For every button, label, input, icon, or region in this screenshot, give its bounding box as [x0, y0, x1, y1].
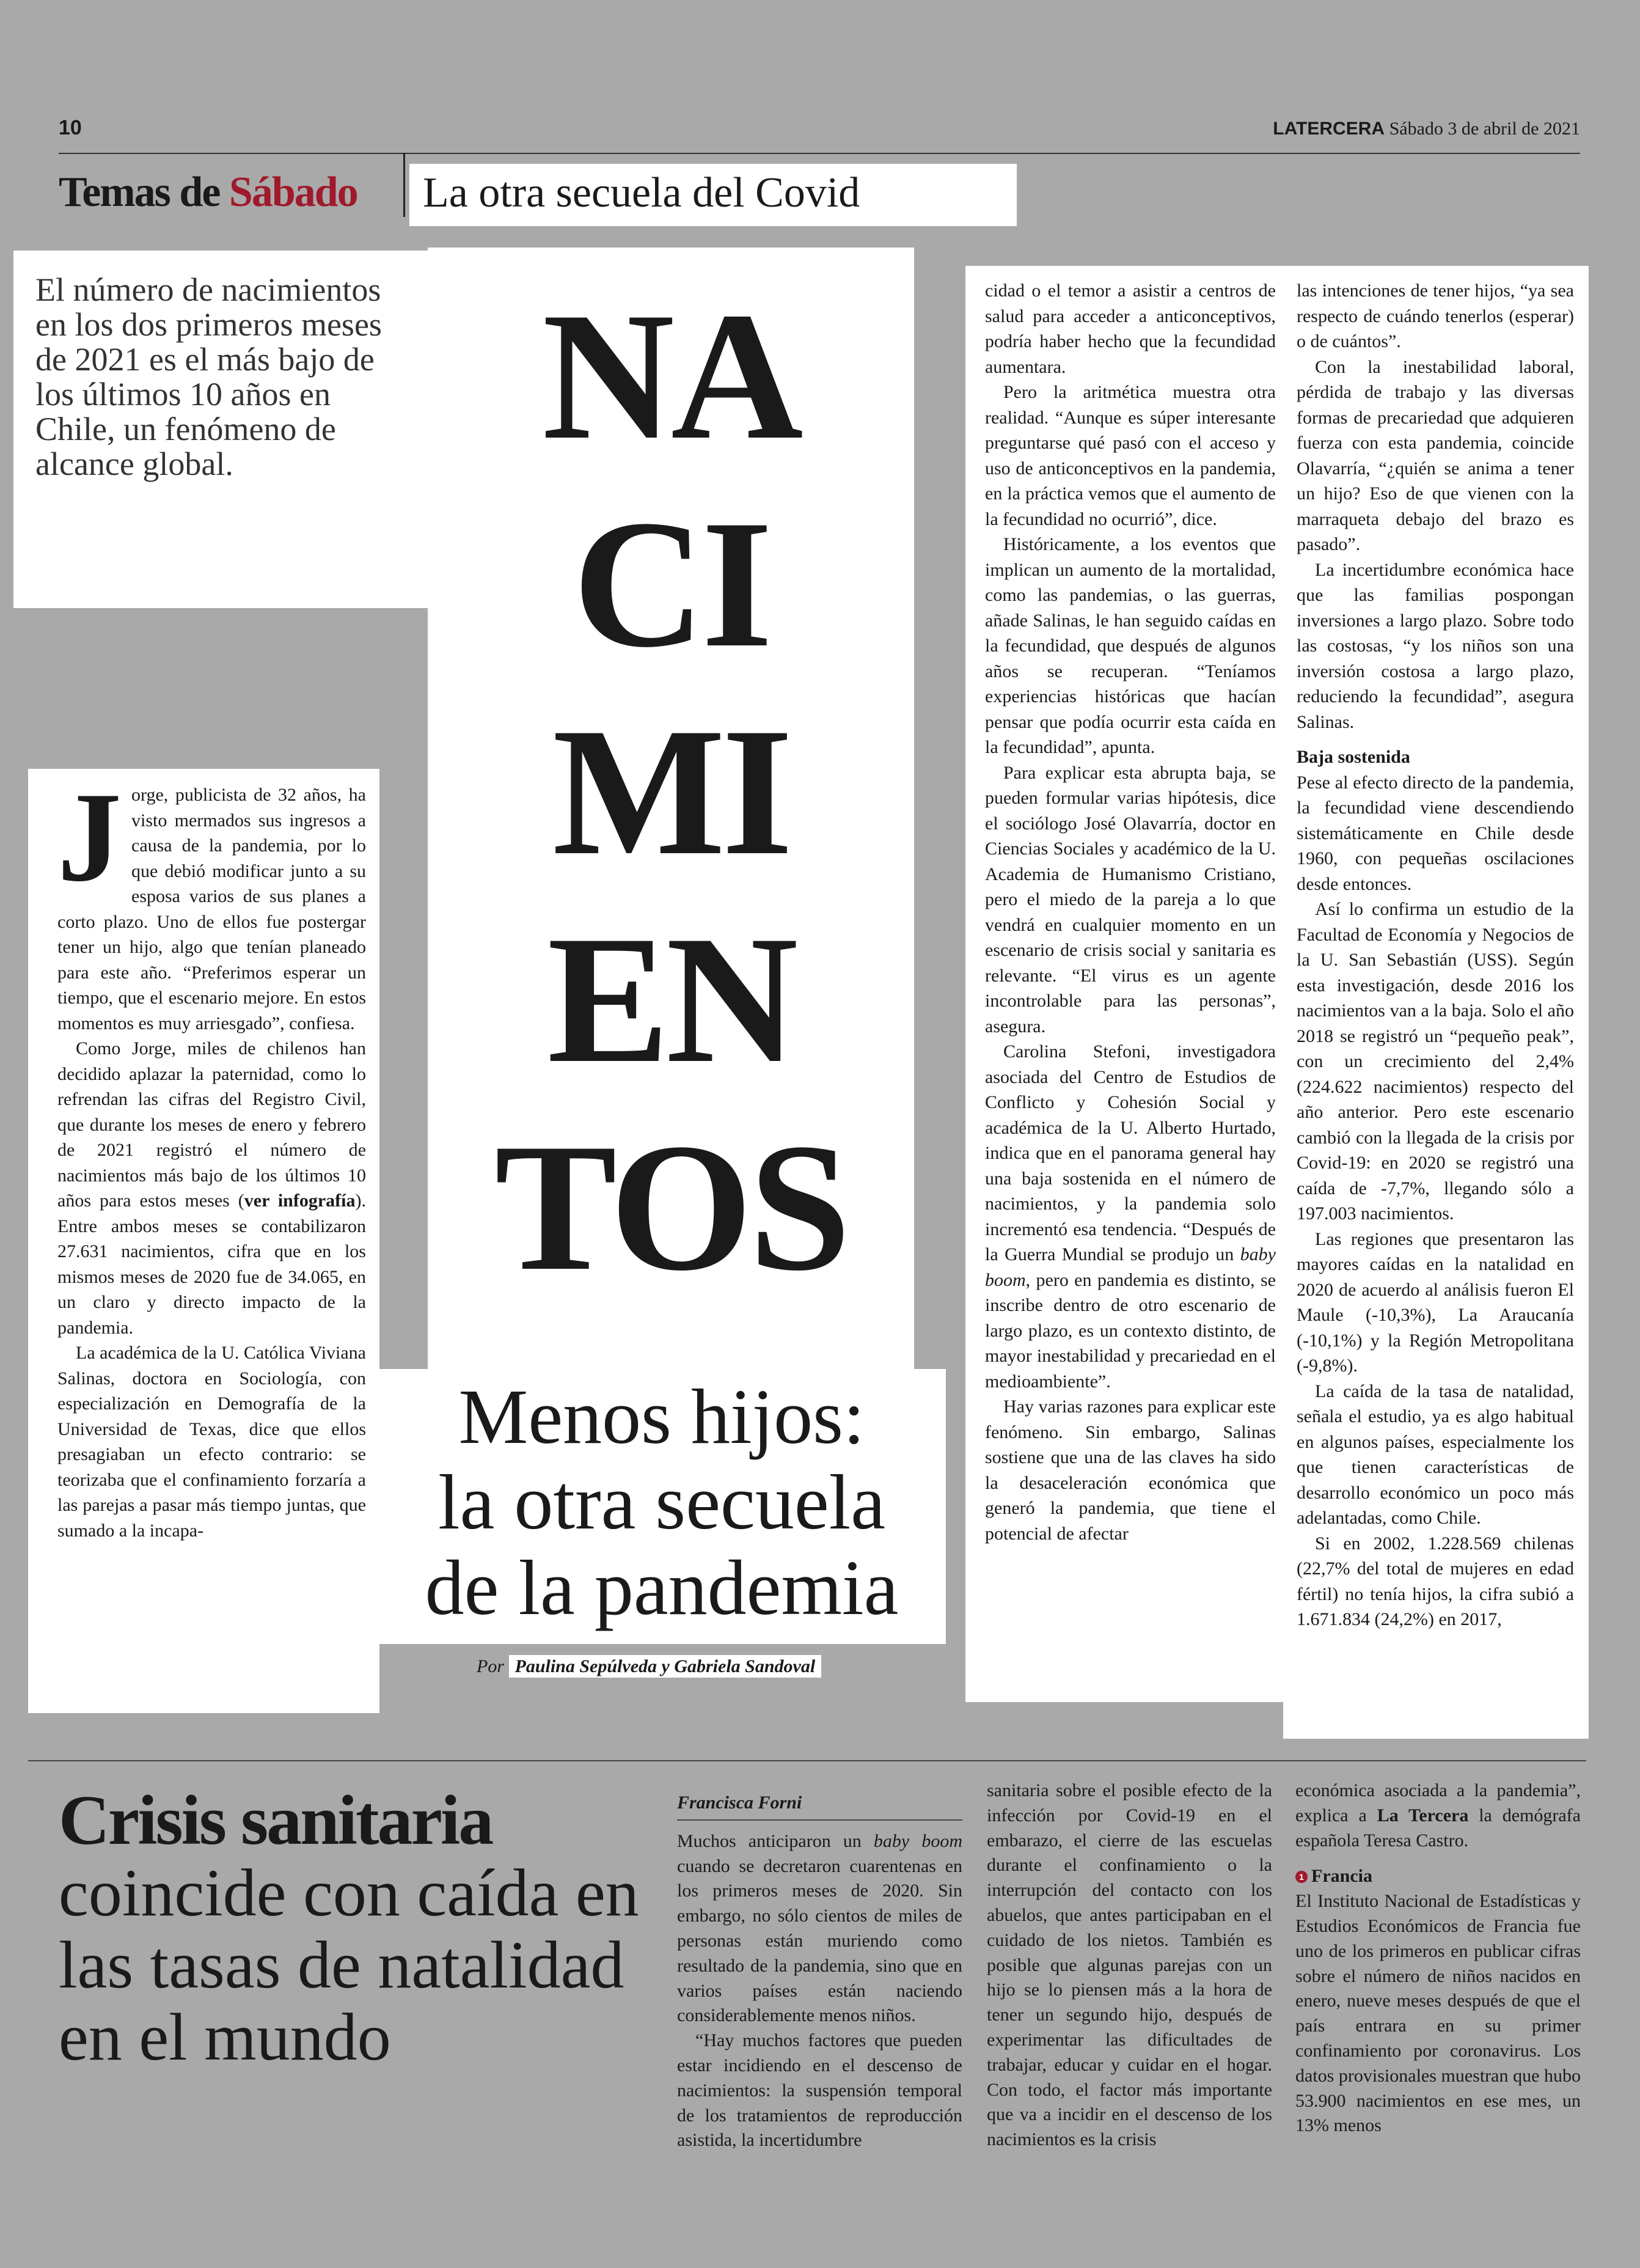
paragraph: cidad o el temor a asistir a centros de salud para acceder a anticonceptivos, podría haber hecho que la fecundidad aumentara.	[985, 281, 1276, 377]
deck-box	[13, 251, 429, 608]
headline-box	[378, 1369, 946, 1644]
paragraph: Si en 2002, 1.228.569 chilenas (22,7% del total de mujeres en edad fértil) no tenía hijos, la cifra subió a 1.671.834 (24,2%) en 2017,	[1297, 1533, 1574, 1629]
story2-headline-rest: coincide con caída en las tasas de natalidad en el mundo	[59, 1855, 639, 2074]
headline-line: Menos hijos:	[458, 1373, 865, 1460]
deck-text: El número de nacimientos en los dos primeros meses de 2021 es el más bajo de los últimos 10 años en Chile, un fenómeno de alcance global.	[35, 271, 382, 482]
number-badge: 1	[1295, 1871, 1308, 1883]
section-divider	[403, 153, 405, 217]
story-divider	[28, 1760, 1586, 1761]
dateline	[1273, 119, 1580, 139]
paragraph: Para explicar esta abrupta baja, se pueden formular varias hipótesis, dice el sociólogo José Olavarría, doctor en Ciencias Sociales y académico de la U. Academia de Humanismo Cristiano, pero el miedo de la pareja a lo que vendrá en cualquier momento en un escenario de crisis social y sanitaria es relevante. “El virus es un agente incontrolable para las personas”, asegura.	[985, 762, 1276, 1037]
paragraph: las intenciones de tener hijos, “ya sea respecto de cuándo tenerlos (esperar) o de cuántos”.	[1297, 281, 1574, 351]
page-number: 10	[59, 116, 82, 139]
article-column-3	[1283, 266, 1589, 1739]
byline-prefix: Por	[477, 1656, 504, 1676]
kicker-box	[409, 164, 1017, 226]
paragraph: Con la inestabilidad laboral, pérdida de trabajo y las diversas formas de precariedad que adquieren fuerza con esta pandemia, coincide Olavarría, “¿quién se anima a tener un hijo? Eso de que vienen con la marraqueta debajo del brazo es pasado”.	[1297, 356, 1574, 554]
big-word-line: EN	[547, 898, 795, 1101]
byline-authors: Paulina Sepúlveda y Gabriela Sandoval	[509, 1655, 822, 1678]
story2-column-3	[1295, 1778, 1581, 2138]
story2-column-2	[987, 1778, 1272, 2152]
section-title-a: Temas de	[59, 169, 220, 216]
article-column-2	[965, 266, 1290, 1702]
paragraph: Como Jorge, miles de chilenos han decidido aplazar la paternidad, como lo refrendan las cifras del Registro Civil, que durante los meses de enero y febrero de 2021 registró el número de nacimientos más bajo de los últimos 10 años para estos meses (ver infografía). Entre ambos meses se contabilizaron 27.631 nacimientos, cifra que en los mismos meses de 2020 fue de 34.065, en un claro y directo impacto de la pandemia.	[57, 1038, 366, 1338]
big-word-line: TOS	[494, 1106, 847, 1308]
byline	[477, 1656, 821, 1677]
paragraph: orge, publicista de 32 años, ha visto mermados sus ingresos a causa de la pandemia, por lo que debió modificar junto a su esposa varios de sus planes a corto plazo. Uno de ellos fue postergar tener un hijo, algo que tenían planeado para este año. “Preferimos esperar un tiempo, que el escenario mejore. En estos momentos es muy arriesgado”, confiesa.	[57, 785, 366, 1033]
subhead: Baja sostenida	[1297, 747, 1410, 767]
section-title-b: Sábado	[229, 169, 357, 216]
paragraph: económica asociada a la pandemia”, explica a La Tercera la demógrafa española Teresa Castro.	[1295, 1780, 1581, 1851]
paragraph: La caída de la tasa de natalidad, señala el estudio, ya es algo habitual en algunos países, especialmente los que tienen características de desarrollo económico un poco más adelantadas, como Chile.	[1297, 1381, 1574, 1528]
kicker-text: La otra secuela del Covid	[423, 169, 860, 216]
infographic-link[interactable]: ver infografía	[244, 1191, 356, 1211]
big-word-box	[428, 248, 914, 1384]
story2-author: Francisca Forni	[677, 1791, 962, 1821]
section-title	[59, 168, 357, 217]
headline-line: de la pandemia	[425, 1544, 899, 1631]
page-header	[59, 116, 1580, 154]
paragraph: “Hay muchos factores que pueden estar incidiendo en el descenso de nacimientos: la suspensión temporal de los tratamientos de reproducción asistida, la incertidumbre	[677, 2030, 962, 2151]
big-word-line: NA	[542, 274, 800, 477]
paragraph: El Instituto Nacional de Estadísticas y Estudios Económicos de Francia fue uno de los primeros en publicar cifras sobre el número de niños nacidos en enero, nueve meses después de que el país entrara en su primer confinamiento por coronavirus. Los datos provisionales muestran que hubo 53.900 nacimientos en ese mes, un 13% menos	[1295, 1891, 1581, 2136]
paragraph: Muchos anticiparon un baby boom cuando se decretaron cuarentenas en los primeros meses de 2020. Sin embargo, no sólo cientos de miles de personas están muriendo como resultado de la pandemia, sino que en varios países están naciendo considerablemente menos niños.	[677, 1830, 963, 2026]
drop-cap: J	[57, 766, 122, 908]
paragraph: sanitaria sobre el posible efecto de la infección por Covid-19 en el embarazo, el cierre de las escuelas durante el confinamiento o la interrupción del contacto con los abuelos, que antes participaban en el cuidado de los nietos. También es posible que algunas parejas con un hijo se lo piensen más a la hora de tener un segundo hijo, después de experimentar las dificultades de trabajar, educar y cuidar en el hogar. Con todo, el factor más importante que va a incidir en el descenso de los nacimientos es la crisis	[987, 1780, 1272, 2150]
story2-headline-bold: Crisis sanitaria	[59, 1782, 492, 1860]
paragraph: La académica de la U. Católica Viviana Salinas, doctora en Sociología, con especialización en Demografía de la Universidad de Texas, dice que ellos presagiaban un efecto contrario: se teorizaba que el confinamiento forzaría a las parejas a pasar más tiempo juntas, que sumado a la incapa-	[57, 1343, 366, 1541]
article-column-1	[28, 766, 379, 1713]
issue-date: Sábado 3 de abril de 2021	[1389, 119, 1580, 139]
paragraph: Pese al efecto directo de la pandemia, la fecundidad viene descendiendo sistemáticamente en Chile desde 1960, con pequeñas oscilaciones desde entonces.	[1297, 772, 1574, 894]
paragraph: Históricamente, a los eventos que implican un aumento de la mortalidad, como las pandemias, o las guerras, añade Salinas, le han seguido caídas en la fecundidad, que después de algunos años se recuperan. “Teníamos experiencias históricas que hacían pensar que podía ocurrir esta caída en la fecundidad”, apunta.	[985, 534, 1276, 757]
paragraph: Las regiones que presentaron las mayores caídas en la natalidad en 2020 de acuerdo al análisis fueron El Maule (-10,3%), La Araucanía (-10,1%) y la Región Metropolitana (-9,8%).	[1297, 1228, 1574, 1376]
paragraph: La incertidumbre económica hace que las familias pospongan inversiones a largo plazo. Sobre todo las costosas, “y los niños son una inversión costosa a largo plazo, reduciendo la fecundidad”, asegura Salinas.	[1297, 559, 1574, 732]
story2-column-1	[677, 1791, 962, 2153]
big-word-line: CI	[573, 482, 769, 685]
paragraph: Carolina Stefoni, investigadora asociada del Centro de Estudios de Conflicto y Cohesión Social y académica de la U. Alberto Hurtado, indica que en el panorama general hay una baja sostenida en el número de nacimientos, y la pandemia solo incrementó esa tendencia. “Después de la Guerra Mundial se produjo un baby boom, pero en pandemia es distinto, se inscribe dentro de otro escenario de largo plazo, es un contexto distinto, de mayor inestabilidad y precariedad en el medioambiente”.	[985, 1041, 1276, 1392]
headline	[378, 1374, 946, 1631]
headline-line: la otra secuela	[438, 1459, 885, 1546]
brand-name: LATERCERA	[1273, 119, 1385, 139]
story2-headline	[59, 1782, 645, 2074]
story2-subhead: 1 Francia	[1295, 1864, 1581, 1889]
big-word-line: MI	[552, 690, 789, 893]
paragraph: Hay varias razones para explicar este fenómeno. Sin embargo, Salinas sostiene que una de las claves ha sido la desaceleración económica que generó la pandemia, que tiene el potencial de afectar	[985, 1396, 1276, 1544]
paragraph: Pero la aritmética muestra otra realidad. “Aunque es súper interesante preguntarse qué pasó con el acceso y uso de anticonceptivos en la pandemia, en la práctica vemos que el aumento de la fecundidad no ocurrió”, dice.	[985, 382, 1276, 529]
paragraph: Así lo confirma un estudio de la Facultad de Economía y Negocios de la U. San Sebastián (USS). Según esta investigación, desde 2016 los nacimientos van a la baja. Solo el año 2018 se registró un “pequeño peak”, con un crecimiento del 2,4% (224.622 nacimientos) respecto del año anterior. Pero este escenario cambió con la llegada de la crisis por Covid-19: en 2020 se registró una caída de -7,7%, llegando sólo a 197.003 nacimientos.	[1297, 899, 1574, 1224]
